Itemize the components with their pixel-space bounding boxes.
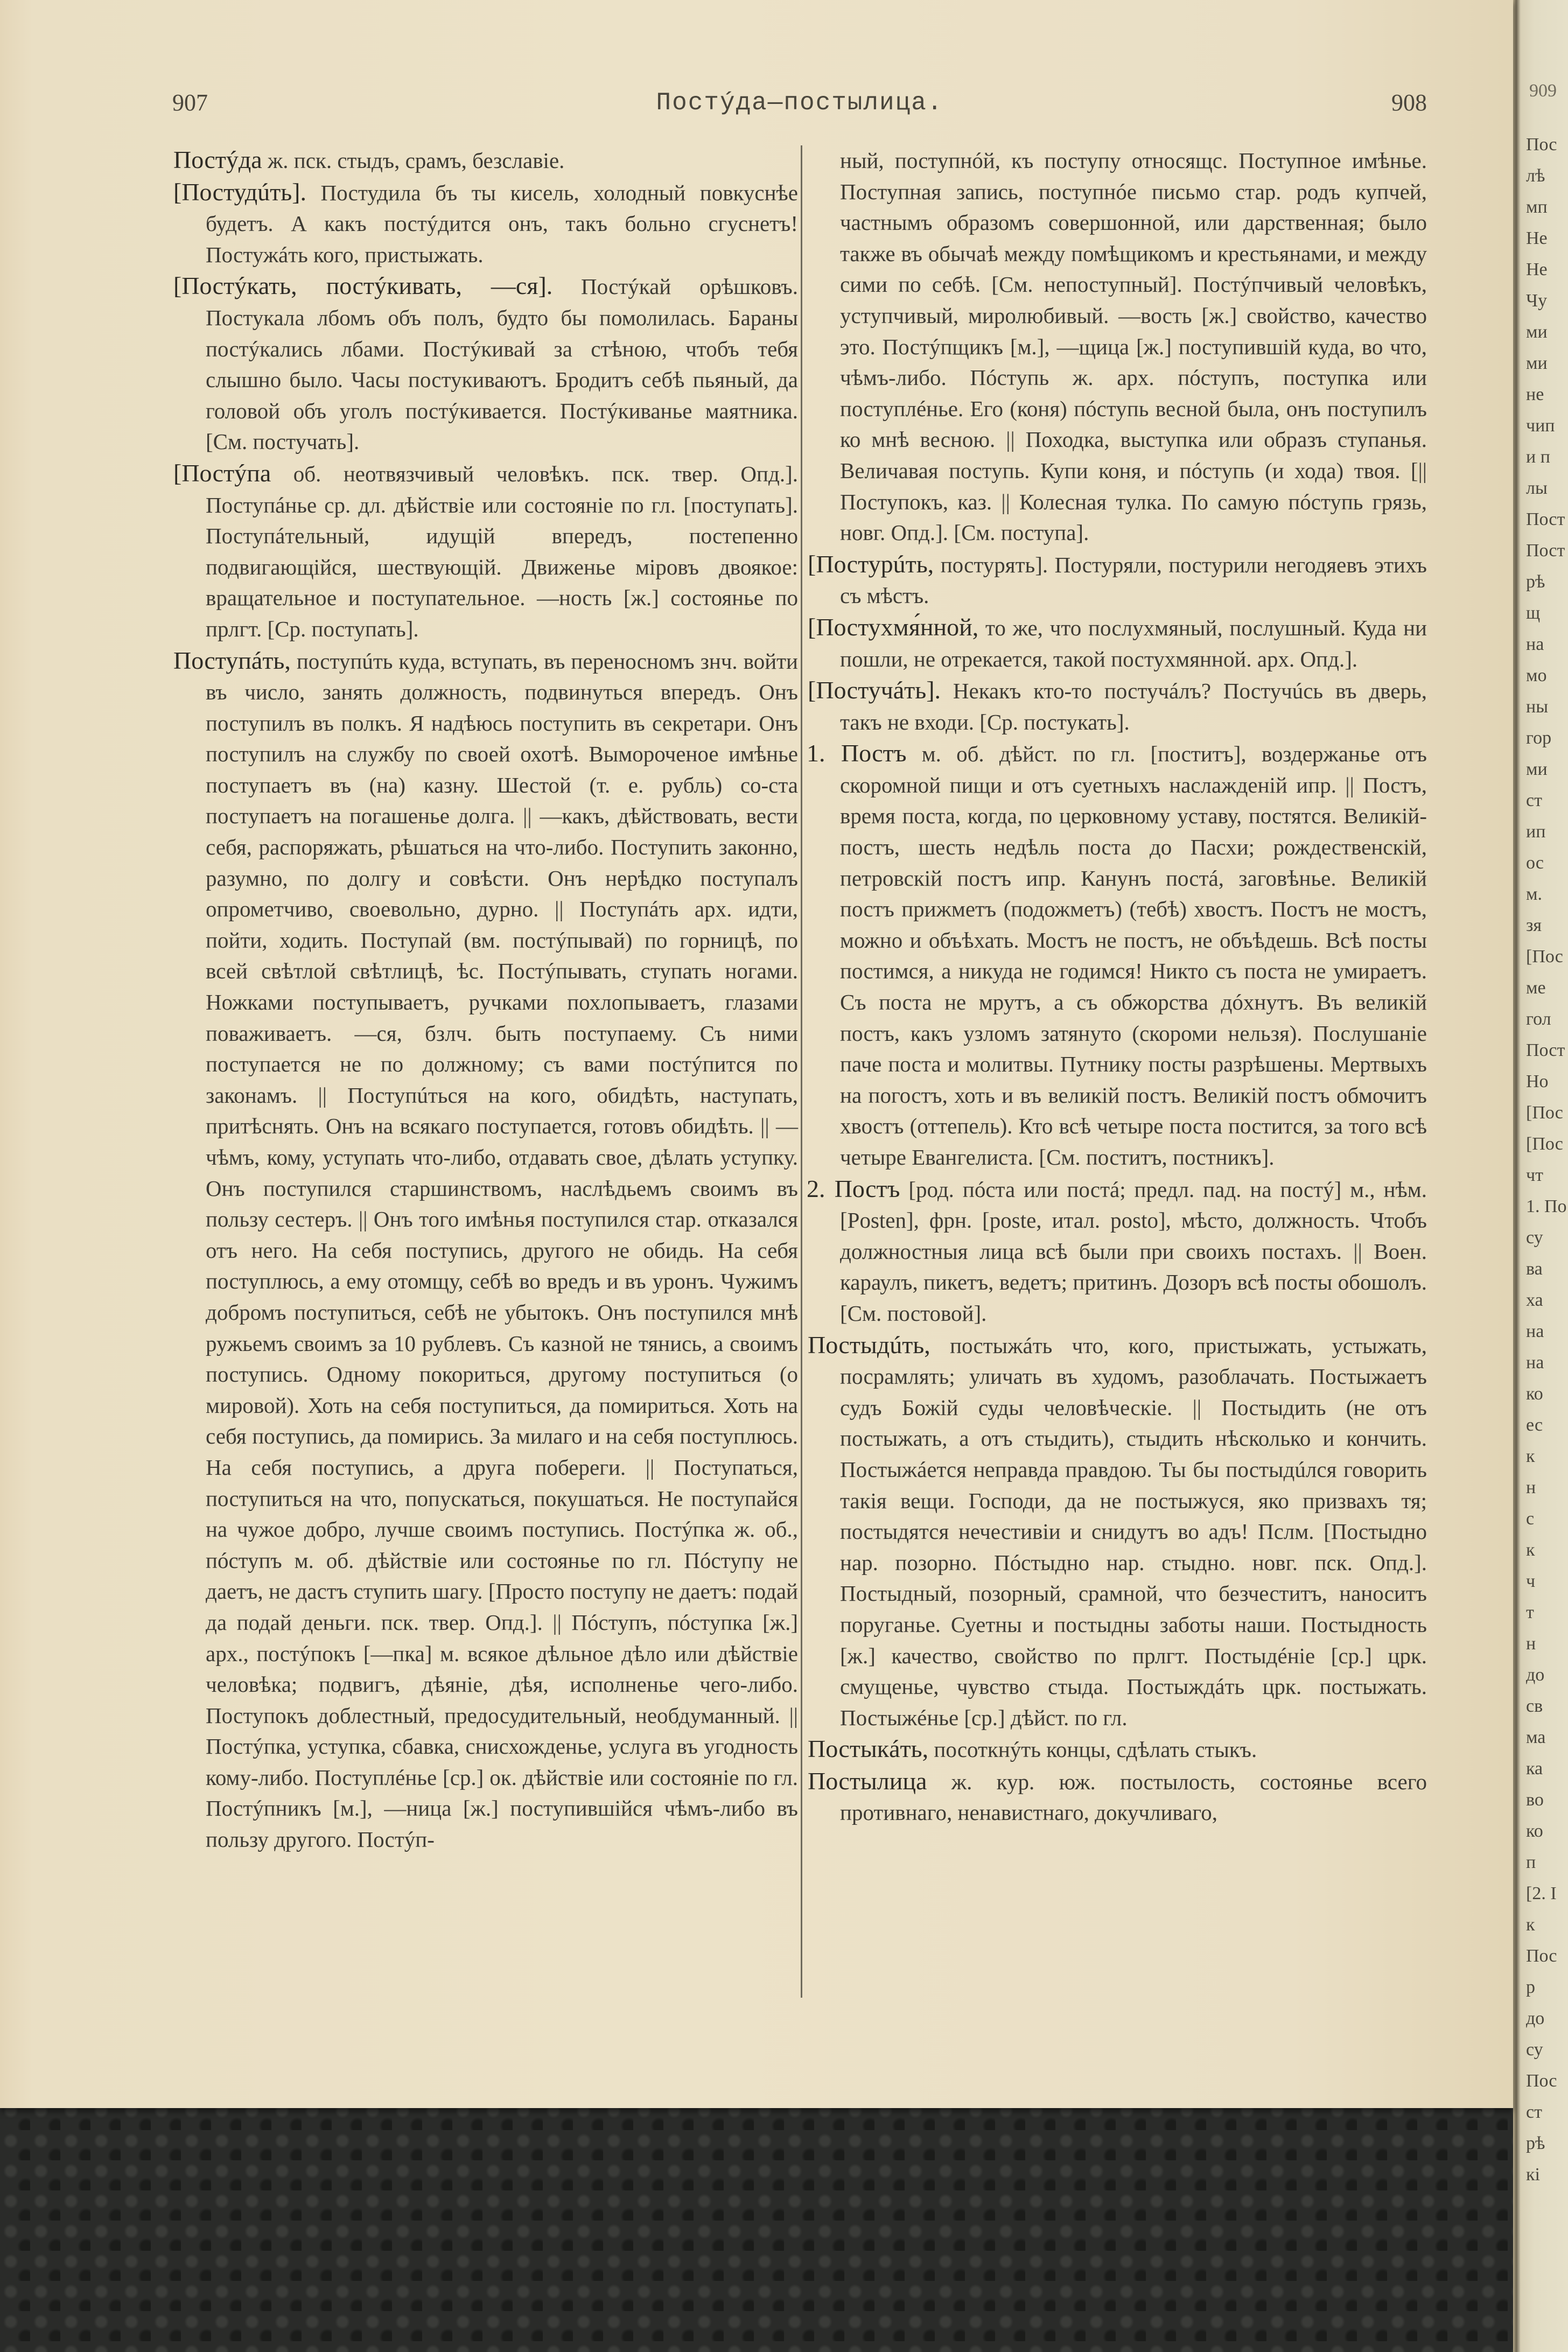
next-page-line: Пос	[1526, 1946, 1557, 1966]
next-page-line: ме	[1526, 978, 1546, 998]
headword: Постыдúть,	[808, 1331, 930, 1359]
next-page-line: т	[1526, 1602, 1534, 1622]
next-page-line: лѣ	[1526, 166, 1545, 186]
entry-body: Некакъ кто-то постучáлъ? Постучúсь въ дверь, такъ не входи. [Ср. постукать].	[840, 678, 1427, 734]
next-page-line: 1. По	[1526, 1196, 1567, 1216]
next-page-line: Не	[1526, 260, 1548, 279]
next-page-line: и п	[1526, 447, 1550, 467]
scanner-backdrop	[0, 2100, 1568, 2352]
next-page-line: не	[1526, 384, 1544, 404]
next-page-line: Пост	[1526, 1040, 1565, 1060]
next-page-line: св	[1526, 1696, 1543, 1716]
next-page-line: во	[1526, 1790, 1544, 1810]
next-page-line: рѣ	[1526, 2133, 1545, 2153]
next-page-line: н	[1526, 1634, 1536, 1654]
next-page-line: Пост	[1526, 509, 1565, 529]
next-page-number: 909	[1529, 81, 1557, 101]
entry-body: постыжáть что, кого, пристыжать, устыжать, посрамлять; уличать въ худомъ, разоблачать. Постыжаетъ судъ Божій суды человѣческіе. || Постыдить (не отъ постыжать, а отъ стыдить), стыдить нѣсколько и кончить. Постыжáется неправда правдою. Ты бы постыдúлся говорить такія вещи. Господи, да не постыжуся, яко призвахъ тя; постыдятся нечестивіи и снидутъ во адъ! Пслм. [Постыдно нар. позорно. Пóстыдно нар. стыдно. новг. пск. Опд.]. Постыдный, позорный, срамной, что безчеститъ, наноситъ поруганье. Суетны и постыдны заботы наши. Постыдность [ж.] качество, свойство по прлгт. Постыдéніе [ср.] црк. смущенье, чувство стыда. Постыждáть црк. постыжать. Постыжéнье [ср.] дѣйст. по гл.	[840, 1333, 1427, 1730]
entry-body: поступúть куда, вступать, въ переносномъ знч. войти въ число, занять должность, подвинуться впередъ. Онъ поступилъ въ полкъ. Я надѣюсь поступить въ секретари. Онъ поступилъ на службу по своей охотѣ. Вымороченое имѣнье поступаетъ въ (на) казну. Шестой (т. е. рубль) со-ста поступаетъ на погашенье долга. || —какъ, дѣйствовать, вести себя, распоряжать, рѣшаться на что-либо. Поступить законно, разумно, по долгу и совѣсти. Онъ нерѣдко поступалъ опрометчиво, своевольно, дурно. || Поступáть арх. идти, пойти, ходить. Поступай (вм. постýпывай) по горницѣ, по всей свѣтлой свѣтлицѣ, ѣс. Постýпывать, ступать ногами. Ножками поступываетъ, ручками похлопываетъ, глазами поваживаетъ. —ся, бзлч. быть поступаему. Съ ними поступается не по должному; съ вами постýпится по законамъ. || Поступúться на кого, обидѣть, наступать, притѣснять. Онъ на всякаго поступается, готовъ обидѣть. || —чѣмъ, кому, уступать что-либо, отдавать свое, дѣлать уступку. Онъ поступился старшинствомъ, наслѣдьемъ своимъ въ пользу сестеръ. || Онъ того имѣнья поступился стар. отказался отъ него. На себя поступись, другого не обидь. На себя поступлюсь, а ему отомщу, себѣ во вредъ и въ уронъ. Чужимъ добромъ поступиться, себѣ не убытокъ. Онъ поступился мнѣ ружьемъ своимъ за 10 рублевъ. Съ казной не тянись, а своимъ поступись. Одному покориться, другому поступиться (о мировой). Хоть на себя поступиться, да помириться. Хоть на себя поступись, да помирись. За милаго и на себя поступлюсь. На себя поступись, а друга побереги. || Поступаться, поступиться на что, попускаться, покушаться. Не поступайся на чужое добро, лучше своимъ поступись. Постýпка ж. об., пóступъ м. об. дѣйствіе или состоянье по гл. Пóступу не даетъ, не дастъ ступить шагу. [Просто поступу не даетъ: подай да подай деньги. пск. твер. Опд.]. || Пóступъ, пóступка [ж.] арх., постýпокъ [—пка] м. всякое дѣльное дѣло или дѣйствіе человѣка; подвигъ, дѣяніе, дѣя, исполненье чего-либо. Поступокъ доблестный, предосудительный, необдуманный. || Постýпка, уступка, сбавка, снисхожденье, услуга въ угодность кому-либо. Поступлéнье [ср.] ок. дѣйствіе или состояніе по гл. Постýпникъ [м.], —ница [ж.] поступившійся чѣмъ-либо въ пользу другого. Постýп-	[206, 648, 798, 1852]
entry-body: ный, поступнóй, къ поступу относящс. Поступное имѣнье. Поступная запись, поступнóе письмо стар. родъ купчей, частнымъ образомъ совершонной, или дарственная; было также въ обычаѣ между помѣщикомъ и крестьянами, и между сими по себѣ. [См. непоступный]. Постýпчивый человѣкъ, уступчивый, миролюбивый. —вость [ж.] свойство, качество это. Постýпщикъ [м.], —щица [ж.] поступившій куда, во что, чѣмъ-либо. Пóступь ж. арх. пóступъ, поступка или поступлéнье. Его (коня) пóступь весной была, онъ поступилъ ко мнѣ весною. || Походка, выступка или образъ ступанья. Величавая поступь. Купи коня, и пóступь (и хода) твоя. [|| Поступокъ, каз. || Колесная тулка. По самую пóступь грязь, новг. Опд.]. [См. поступа].	[840, 148, 1427, 545]
column-divider	[801, 145, 802, 1998]
next-page-line: ес	[1526, 1415, 1543, 1435]
page-number-right: 908	[1391, 89, 1427, 116]
left-column	[173, 144, 798, 1856]
entry-body: [род. пóста или постá; предл. пад. на постý] м., нѣм. [Posten], фрн. [poste, итал. posto], мѣсто, должность. Чтобъ должностныя лица всѣ были при своихъ постахъ. || Воен. караулъ, пикетъ, ведетъ; притинъ. Дозоръ всѣ посты обошолъ. [См. постовой].	[840, 1177, 1427, 1326]
next-page-line: до	[1526, 1665, 1545, 1685]
entry-postukat	[173, 270, 798, 458]
entry-body: ж. кур. юж. постылость, состоянье всего противнаго, ненавистнаго, докучливаго,	[840, 1769, 1427, 1825]
next-page-line: Чу	[1526, 291, 1548, 311]
entry-body: ж. пск. стыдъ, срамъ, безславіе.	[262, 148, 565, 173]
entry-postudit	[173, 177, 798, 271]
entry-post-1	[808, 738, 1427, 1173]
next-page-line: к	[1526, 1540, 1535, 1560]
next-page-line: ва	[1526, 1259, 1543, 1279]
next-page-line: [Пос	[1526, 1103, 1563, 1123]
next-page-line: на	[1526, 1321, 1544, 1341]
entry-body: постурять]. Постуряли, постурили негодяевъ этихъ съ мѣстъ.	[840, 552, 1427, 608]
entry-postykat	[808, 1733, 1427, 1766]
next-page-line: ип	[1526, 822, 1546, 842]
next-page-line: ко	[1526, 1821, 1543, 1841]
headword: [Постýкать, постýкивать, —ся].	[173, 272, 553, 300]
next-page-line: ко	[1526, 1384, 1543, 1404]
next-page-line: гол	[1526, 1009, 1551, 1029]
next-page-line: Пос	[1526, 135, 1557, 155]
next-page-line: ст	[1526, 2102, 1542, 2122]
entry-postupa	[173, 458, 798, 645]
entry-body: Постýкай орѣшковъ. Постукала лбомъ объ полъ, будто бы помолилась. Бараны постýкались лбами. Постýкивай за стѣною, чтобъ тебя слышно было. Часы постукиваютъ. Бродитъ себѣ пьяный, да головой объ уголъ постýкивается. Постýкиванье маятника. [См. постучать].	[206, 274, 798, 454]
next-page-line: су	[1526, 2040, 1543, 2060]
next-page-line: рѣ	[1526, 572, 1545, 592]
next-page-line: ми	[1526, 759, 1548, 779]
next-page-line: ч	[1526, 1571, 1536, 1591]
page-number-left: 907	[172, 89, 208, 116]
headword: 2. Постъ	[807, 1174, 900, 1202]
next-page-line: Но	[1526, 1072, 1549, 1091]
next-page-line: Пос	[1526, 2071, 1557, 2091]
next-page-line: ма	[1526, 1727, 1546, 1747]
next-page-line: [Пос	[1526, 947, 1563, 967]
next-page-line: лы	[1526, 478, 1548, 498]
entry-body: м. об. дѣйст. по гл. [поститъ], воздержанье отъ скоромной пищи и отъ суетныхъ наслажденій ипр. || Постъ, время поста, когда, по церковному уставу, постятся. Великій-постъ, шесть недѣль поста до Пасхи; рождественскій, петровскій постъ ипр. Канунъ постá, заговѣнье. Великій постъ прижметъ (подожметъ) (тебѣ) хвостъ. Постъ не мостъ, можно и объѣхать. Мостъ не постъ, не объѣдешь. Всѣ посты постимся, а никуда не годимся! Никто съ поста не умираетъ. Съ поста не мрутъ, а съ обжорства дóхнутъ. Въ великій постъ, какъ узломъ затянуто (скороми нельзя). Послушаніе паче поста и молитвы. Путнику посты разрѣшены. Мертвыхъ на погостъ, хоть и въ великій постъ. Великій постъ обмочитъ хвостъ (оттепель). Кто всѣ четыре поста постится, за того всѣ четыре Евангелиста. [См. поститъ, постникъ].	[840, 741, 1427, 1170]
next-page-line: Не	[1526, 228, 1548, 248]
next-page-line: Пост	[1526, 541, 1565, 561]
entry-postuchat	[808, 675, 1427, 738]
next-page-line: ми	[1526, 353, 1548, 373]
headword: [Постурúть,	[808, 550, 934, 578]
headword: Постыкáть,	[808, 1735, 929, 1763]
headword: Постылица	[808, 1767, 927, 1795]
entry-postuda	[173, 144, 798, 177]
next-page-line: [Пос	[1526, 1134, 1563, 1154]
headword: [Постучáть].	[808, 676, 941, 704]
headword: 1. Постъ	[807, 739, 907, 767]
next-page-line: мо	[1526, 666, 1547, 685]
next-page-line: кі	[1526, 2165, 1540, 2185]
next-page-line: на	[1526, 634, 1544, 654]
next-page-line: п	[1526, 1852, 1536, 1872]
entry-postylitsa	[808, 1766, 1427, 1829]
entry-postydit	[808, 1329, 1427, 1734]
next-page-line: до	[1526, 2008, 1545, 2028]
entry-body: то же, что послухмяный, послушный. Куда ни пошли, не отрекается, такой постухмянной. арх. Опд.].	[840, 615, 1427, 671]
next-page-line: р	[1526, 1977, 1535, 1997]
page-header	[172, 89, 1427, 121]
next-page-line: су	[1526, 1228, 1543, 1248]
headword: [Постудúть].	[173, 178, 307, 206]
next-page-line: м.	[1526, 884, 1543, 904]
right-column	[808, 144, 1427, 1829]
entry-postupat	[173, 645, 798, 1856]
next-page-fragment	[1513, 0, 1568, 2352]
next-page-line: с	[1526, 1509, 1535, 1529]
next-page-line: мп	[1526, 197, 1548, 217]
next-page-line: ос	[1526, 853, 1544, 873]
next-page-text	[1526, 129, 1567, 2190]
next-page-line: [2. I	[1526, 1884, 1557, 1903]
next-page-line: зя	[1526, 915, 1542, 935]
next-page-line: ны	[1526, 697, 1549, 717]
next-page-line: ст	[1526, 790, 1542, 810]
entry-body: Постудила бъ ты кисель, холодный повкуснѣе будетъ. А какъ постýдится онъ, такъ больно сгуснетъ! Постужáть кого, пристыжать.	[206, 180, 798, 267]
next-page-line: ка	[1526, 1759, 1543, 1779]
next-page-line: чип	[1526, 416, 1555, 436]
next-page-line: на	[1526, 1353, 1544, 1373]
entry-body: посоткнýть концы, сдѣлать стыкъ.	[928, 1737, 1257, 1762]
entry-post-2	[808, 1173, 1427, 1329]
headword: Постýда	[173, 146, 262, 173]
next-page-line: н	[1526, 1478, 1536, 1497]
entry-postupnyi-continued	[808, 144, 1427, 549]
entry-body: об. неотвязчивый человѣкъ. пск. твер. Опд.]. Поступáнье ср. дл. дѣйствіе или состояніе по гл. [поступать]. Поступáтельный, идущій впередъ, постепенно подвигающійся, шествующій. Движенье міровъ двоякое: вращательное и поступательное. —ность [ж.] состоянье по прлгт. [Ср. поступать].	[206, 461, 798, 641]
entry-postukhmyannoi	[808, 612, 1427, 675]
next-page-line: гор	[1526, 728, 1552, 748]
entry-posturit	[808, 549, 1427, 612]
next-page-line: ха	[1526, 1290, 1543, 1310]
next-page-line: к	[1526, 1446, 1535, 1466]
next-page-line: к	[1526, 1915, 1535, 1935]
next-page-line: чт	[1526, 1165, 1543, 1185]
headword: Поступáть,	[173, 646, 291, 674]
next-page-line: щ	[1526, 603, 1541, 623]
headword: [Постýпа	[173, 459, 271, 487]
running-title: Постýда—постылица.	[656, 89, 943, 117]
headword: [Постухмя́нной,	[808, 613, 979, 641]
next-page-line: ми	[1526, 322, 1548, 342]
